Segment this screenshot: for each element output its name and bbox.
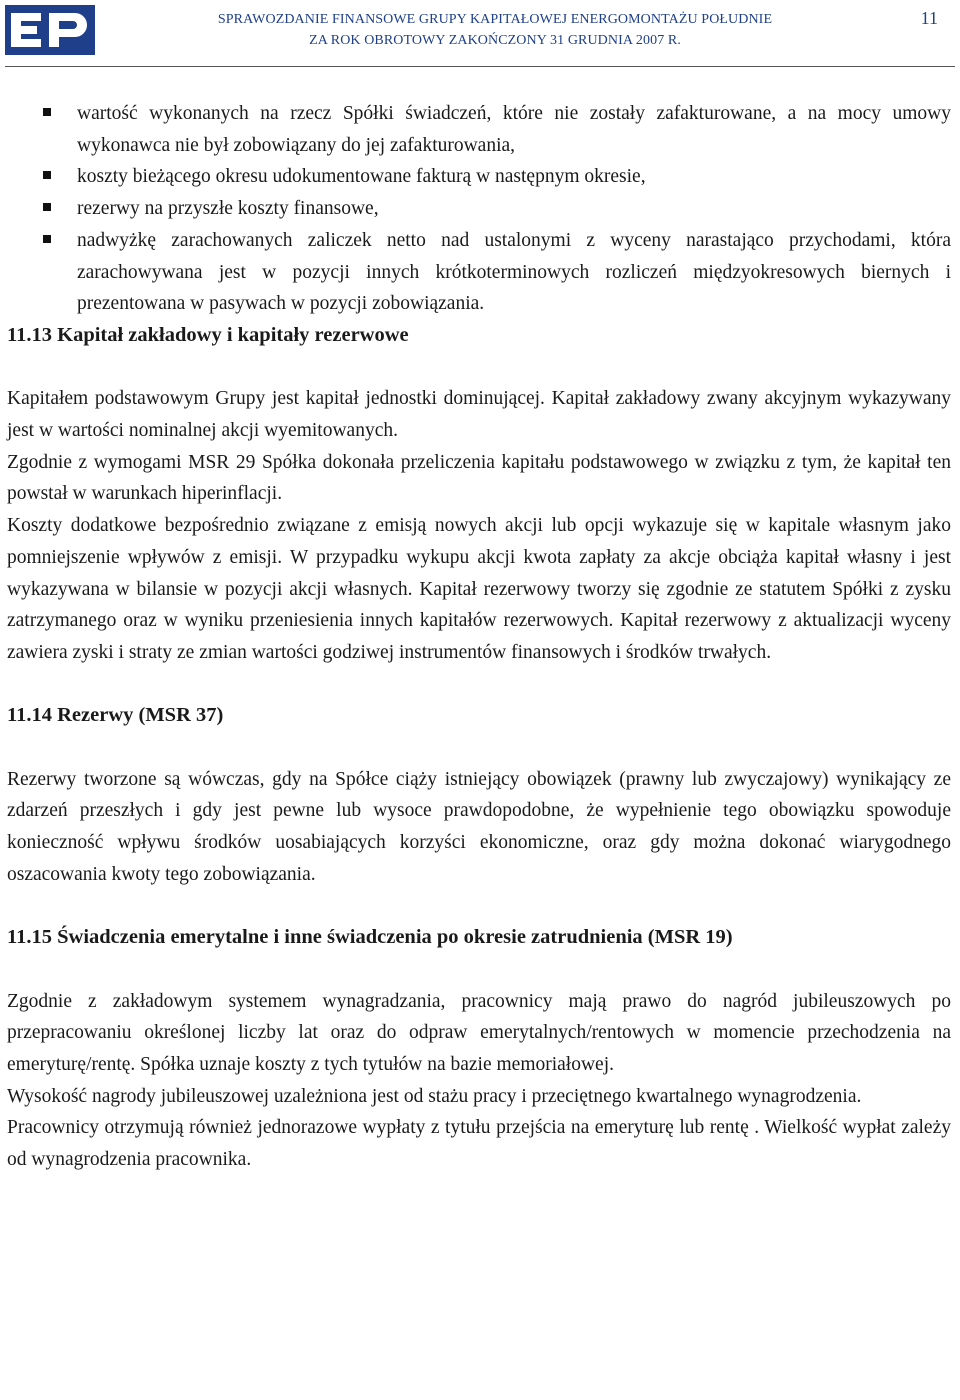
paragraph: Zgodnie z zakładowym systemem wynagradzania, pracownicy mają prawo do nagród jubileuszowych po przepracowaniu określonej liczby lat oraz do odpraw emerytalnych/rentowych w momencie przechodzenia na emeryturę/rentę. Spółka uznaje koszty z tych tytułów na bazie memoriałowej. [7, 990, 951, 1076]
page-header [0, 0, 960, 70]
header-divider [5, 66, 955, 67]
bullet-list [7, 98, 951, 320]
report-title-line2: ZA ROK OBROTOWY ZAKOŃCZONY 31 GRUDNIA 2007 R. [309, 33, 681, 48]
section-heading-11-13: 11.13 Kapitał zakładowy i kapitały rezerwowe [7, 323, 409, 346]
paragraph: Rezerwy tworzone są wówczas, gdy na Spółce ciąży istniejący obowiązek (prawny lub zwyczajowy) wynikający ze zdarzeń przeszłych i gdy jest pewne lub wysoce prawdopodobne, że wypełnienie tego obowiązku spowoduje konieczność wpływu środków uosabiających korzyści ekonomiczne, oraz gdy można dokonać wiarygodnego oszacowania kwoty tego zobowiązania. [7, 768, 951, 885]
report-title [130, 9, 860, 51]
list-item: koszty bieżącego okresu udokumentowane fakturą w następnym okresie, [7, 161, 951, 193]
paragraph: Kapitałem podstawowym Grupy jest kapitał jednostki dominującej. Kapitał zakładowy zwany akcyjnym wykazywany jest w wartości nominalnej akcji wyemitowanych. [7, 388, 951, 442]
paragraph: Koszty dodatkowe bezpośrednio związane z emisją nowych akcji lub opcji wykazuje się w kapitale własnym jako pomniejszenie wpływów z emisji. W przypadku wykupu akcji kwota zapłaty za akcje obciąża kapitał własny i jest wykazywana w bilansie w pozycji akcji własnych. Kapitał rezerwowy tworzy się zgodnie ze statutem Spółki z zysku zatrzymanego oraz w wyniku przeniesienia innych kapitałów rezerwowych. Kapitał rezerwowy z aktualizacji wyceny zawiera zyski i straty ze zmian wartości godziwej instrumentów finansowych i środków trwałych. [7, 515, 951, 663]
section-heading-11-14: 11.14 Rezerwy (MSR 37) [7, 704, 224, 727]
list-item: rezerwy na przyszłe koszty finansowe, [7, 193, 951, 225]
paragraph: Zgodnie z wymogami MSR 29 Spółka dokonała przeliczenia kapitału podstawowego w związku z tym, że kapitał ten powstał w warunkach hiperinflacji. [7, 451, 951, 505]
paragraph: Pracownicy otrzymują również jednorazowe wypłaty z tytułu przejścia na emeryturę lub rentę . Wielkość wypłat zależy od wynagrodzenia pracownika. [7, 1117, 951, 1171]
list-item: wartość wykonanych na rzecz Spółki świadczeń, które nie zostały zafakturowane, a na mocy umowy wykonawca nie był zobowiązany do jej zafakturowania, [7, 98, 951, 161]
company-logo [5, 5, 95, 55]
page-number: 11 [920, 8, 938, 28]
document-body [7, 98, 951, 1176]
list-item: nadwyżkę zarachowanych zaliczek netto nad ustalonymi z wyceny narastająco przychodami, która zarachowywana jest w pozycji innych krótkoterminowych rozliczeń międzyokresowych biernych i prezentowana w pasywach w pozycji zobowiązania. [7, 225, 951, 320]
section-heading-11-15: 11.15 Świadczenia emerytalne i inne świadczenia po okresie zatrudnienia (MSR 19) [7, 926, 733, 949]
paragraph: Wysokość nagrody jubileuszowej uzależniona jest od stażu pracy i przeciętnego kwartalnego wynagrodzenia. [7, 1085, 862, 1107]
report-title-line1: SPRAWOZDANIE FINANSOWE GRUPY KAPITAŁOWEJ ENERGOMONTAŻU POŁUDNIE [217, 12, 773, 27]
